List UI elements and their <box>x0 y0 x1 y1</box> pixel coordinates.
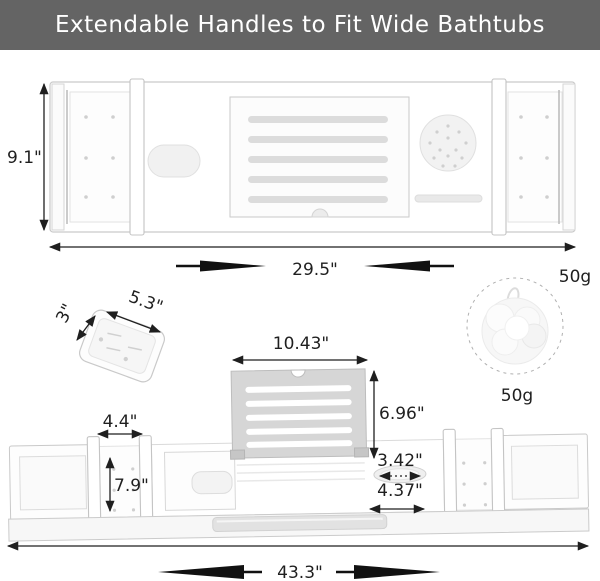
post-c <box>443 429 456 514</box>
top-view-drawing <box>7 79 591 287</box>
total-width-label: 43.3" <box>277 563 323 581</box>
phone-holder-slot <box>192 471 232 494</box>
phone-slot-inner-label: 3.42" <box>377 451 423 471</box>
stand-width-label: 10.43" <box>272 334 330 354</box>
left-tray-depth-label: 7.9" <box>114 476 149 496</box>
right-exposed-deck <box>455 439 492 511</box>
loofah-sponge <box>482 287 548 364</box>
dish-width-label: 5.3" <box>125 286 166 318</box>
extend-arrow-right <box>336 565 440 579</box>
post-d <box>491 428 504 513</box>
soap-dish <box>77 308 167 385</box>
cup-recess <box>420 115 476 171</box>
tray-weight-label: 50g <box>558 267 592 287</box>
height-dimension-label: 9.1" <box>7 148 42 168</box>
expanded-view-drawing <box>6 334 589 581</box>
telescoping-rail <box>213 514 387 531</box>
dish-depth-label: 3" <box>52 300 79 327</box>
right-end-cap <box>563 84 575 230</box>
stand-hinge-right <box>354 448 368 457</box>
left-end-cap <box>52 84 64 230</box>
diagram-canvas <box>0 50 600 581</box>
left-extendable-panel <box>70 92 130 222</box>
right-extendable-panel <box>508 92 562 222</box>
loofah-drawing <box>467 278 563 406</box>
extend-arrow-left <box>158 565 262 579</box>
left-divider-post <box>130 79 144 235</box>
phone-slot-top-view <box>148 145 200 177</box>
header-title: Extendable Handles to Fit Wide Bathtubs <box>55 12 545 38</box>
stand-height-label: 6.96" <box>379 404 425 424</box>
phone-slot-outer-label: 4.37" <box>377 481 423 501</box>
accessory-slot <box>415 195 482 202</box>
soap-dish-drawing <box>52 287 167 384</box>
header-banner <box>0 0 600 50</box>
stand-hinge-left <box>230 450 244 459</box>
right-divider-post <box>492 79 506 235</box>
width-dimension-label: 29.5" <box>292 260 338 280</box>
right-frame-opening <box>511 445 578 499</box>
loofah-weight-label: 50g <box>500 386 534 406</box>
retract-arrow-right <box>364 261 454 272</box>
left-frame-opening <box>20 456 87 510</box>
retract-arrow-left <box>176 261 266 272</box>
left-tray-width-label: 4.4" <box>102 412 138 432</box>
post-a <box>87 436 100 521</box>
